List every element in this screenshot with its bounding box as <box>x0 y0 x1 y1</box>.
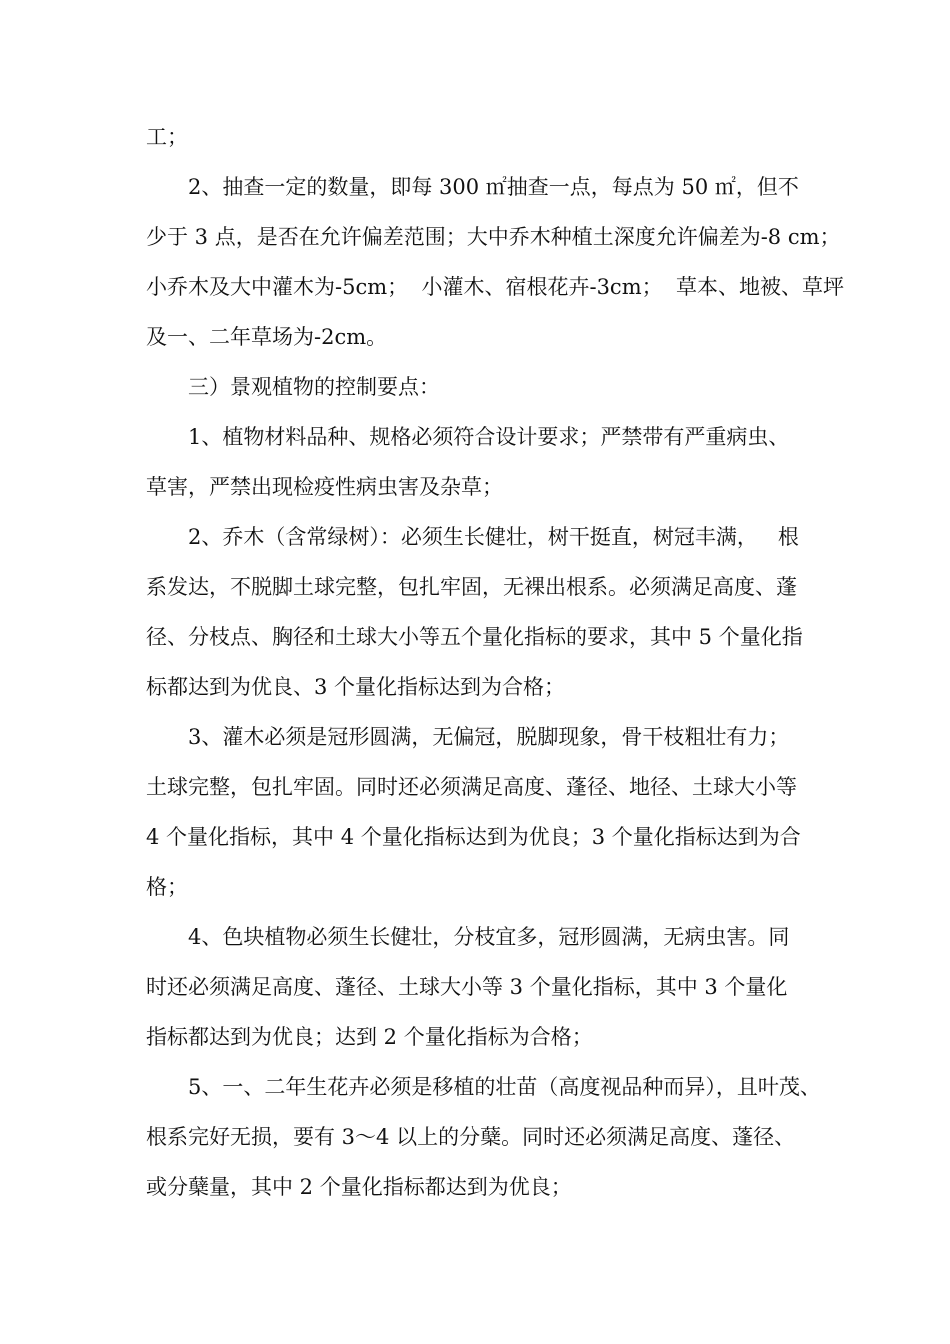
text-line: 格； <box>146 875 188 899</box>
text-line: 系发达，不脱脚土球完整，包扎牢固，无裸出根系。必须满足高度、蓬 <box>146 575 797 599</box>
text-line: 少于 3 点，是否在允许偏差范围；大中乔木种植土深度允许偏差为-8 cm； <box>146 225 841 249</box>
text-line: 土球完整，包扎牢固。同时还必须满足高度、蓬径、地径、土球大小等 <box>146 775 797 799</box>
text-line: 小乔木及大中灌木为-5cm； 小灌木、宿根花卉-3cm； 草本、地被、草坪 <box>146 275 844 299</box>
text-line: 4 个量化指标，其中 4 个量化指标达到为优良；3 个量化指标达到为合 <box>146 825 801 849</box>
text-line: 根系完好无损，要有 3～4 以上的分蘖。同时还必须满足高度、蓬径、 <box>146 1125 796 1149</box>
text-line: 草害，严禁出现检疫性病虫害及杂草； <box>146 475 503 499</box>
text-line: 或分蘖量，其中 2 个量化指标都达到为优良； <box>146 1175 572 1199</box>
text-line: 2、抽查一定的数量，即每 300 ㎡抽查一点，每点为 50 ㎡，但不 <box>188 175 799 199</box>
text-line: 3、灌木必须是冠形圆满，无偏冠，脱脚现象，骨干枝粗壮有力； <box>188 725 790 749</box>
text-line: 及一、二年草场为-2cm。 <box>146 325 388 349</box>
text-line: 标都达到为优良、3 个量化指标达到为合格； <box>146 675 566 699</box>
text-line: 4、色块植物必须生长健壮，分枝宜多，冠形圆满，无病虫害。同 <box>188 925 790 949</box>
text-line: 2、乔木（含常绿树）：必须生长健壮，树干挺直，树冠丰满， 根 <box>188 525 799 549</box>
text-line: 径、分枝点、胸径和土球大小等五个量化指标的要求，其中 5 个量化指 <box>146 625 803 649</box>
section-heading: 三）景观植物的控制要点： <box>188 375 440 399</box>
text-line: 指标都达到为优良；达到 2 个量化指标为合格； <box>146 1025 593 1049</box>
text-line: 工； <box>146 125 188 149</box>
text-line: 1、植物材料品种、规格必须符合设计要求；严禁带有严重病虫、 <box>188 425 790 449</box>
text-line: 时还必须满足高度、蓬径、土球大小等 3 个量化指标，其中 3 个量化 <box>146 975 788 999</box>
text-line: 5、一、二年生花卉必须是移植的壮苗（高度视品种而异），且叶茂、 <box>188 1075 821 1099</box>
